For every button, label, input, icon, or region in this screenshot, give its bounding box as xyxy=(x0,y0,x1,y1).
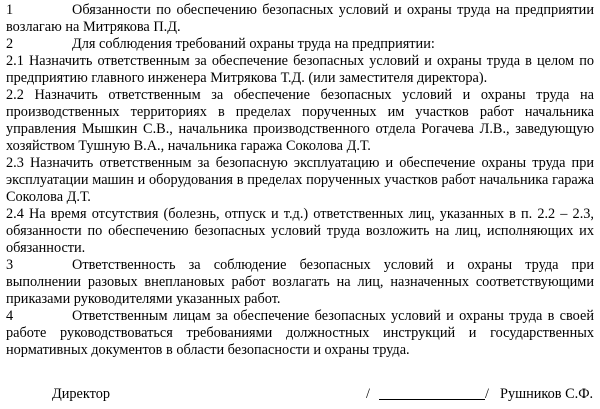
item-text: 2.3 Назначить ответственным за безопасную эксплуатацию и обеспечение охраны труда при эксплуатации машин и оборудования в пределах порученных участков работ начальника гаража Соколова Д.Т. xyxy=(6,155,594,205)
paragraph-4 xyxy=(6,308,594,359)
item-text: 2.4 На время отсутствия (болезнь, отпуск и т.д.) ответственных лиц, указанных в п. 2.2 – 2.3, обязанности по обеспечению безопасных условий труда возложить на лиц, исполняющих их обязанности. xyxy=(6,206,594,256)
signature-block xyxy=(6,386,594,406)
item-number: 1 xyxy=(6,2,14,18)
spacer xyxy=(6,359,594,386)
paragraph-1 xyxy=(6,2,594,36)
signature-role: Директор xyxy=(52,386,111,402)
item-number: 3 xyxy=(6,257,14,273)
item-text: Для соблюдения требований охраны труда на предприятии: xyxy=(72,36,435,52)
item-text: 2.1 Назначить ответственным за обеспечение безопасных условий и охраны труда в целом по предприятию главного инженера Митрякова Т.Д. (или заместителя директора). xyxy=(6,53,594,86)
item-text: Обязанности по обеспечению безопасных условий и охраны труда на предприятии возлагаю на Митрякова П.Д. xyxy=(6,2,594,35)
item-text: 2.2 Назначить ответственным за обеспечение безопасных условий и охраны труда на производственных территориях в пределах порученных им участков работ начальника управления Мышкин С.В., начальника производственного отдела Рогачева Л.В., заведующую хозяйством Тушную В.А., начальника гаража Соколова Д.Т. xyxy=(6,87,594,154)
item-number: 4 xyxy=(6,308,14,324)
signature-name: Рушников С.Ф. xyxy=(500,386,594,402)
order-document xyxy=(6,2,594,406)
signature-line xyxy=(379,399,485,400)
signature-slash-left: / xyxy=(366,386,370,402)
paragraph-2-3 xyxy=(6,155,594,206)
signature-slash-right: / xyxy=(485,386,489,402)
item-text: Ответственным лицам за обеспечение безопасных условий и охраны труда в своей работе руководствоваться требованиями должностных инструкций и государственных нормативных документов в области безопасности и охраны труда. xyxy=(6,308,594,358)
paragraph-3 xyxy=(6,257,594,308)
item-text: Ответственность за соблюдение безопасных условий и охраны труда при выполнении разовых внеплановых работ возлагать на лиц, назначенных соответствующими приказами руководителями указанных работ. xyxy=(6,257,594,307)
paragraph-2 xyxy=(6,36,594,53)
paragraph-2-4 xyxy=(6,206,594,257)
paragraph-2-1 xyxy=(6,53,594,87)
paragraph-2-2 xyxy=(6,87,594,155)
item-number: 2 xyxy=(6,36,14,52)
